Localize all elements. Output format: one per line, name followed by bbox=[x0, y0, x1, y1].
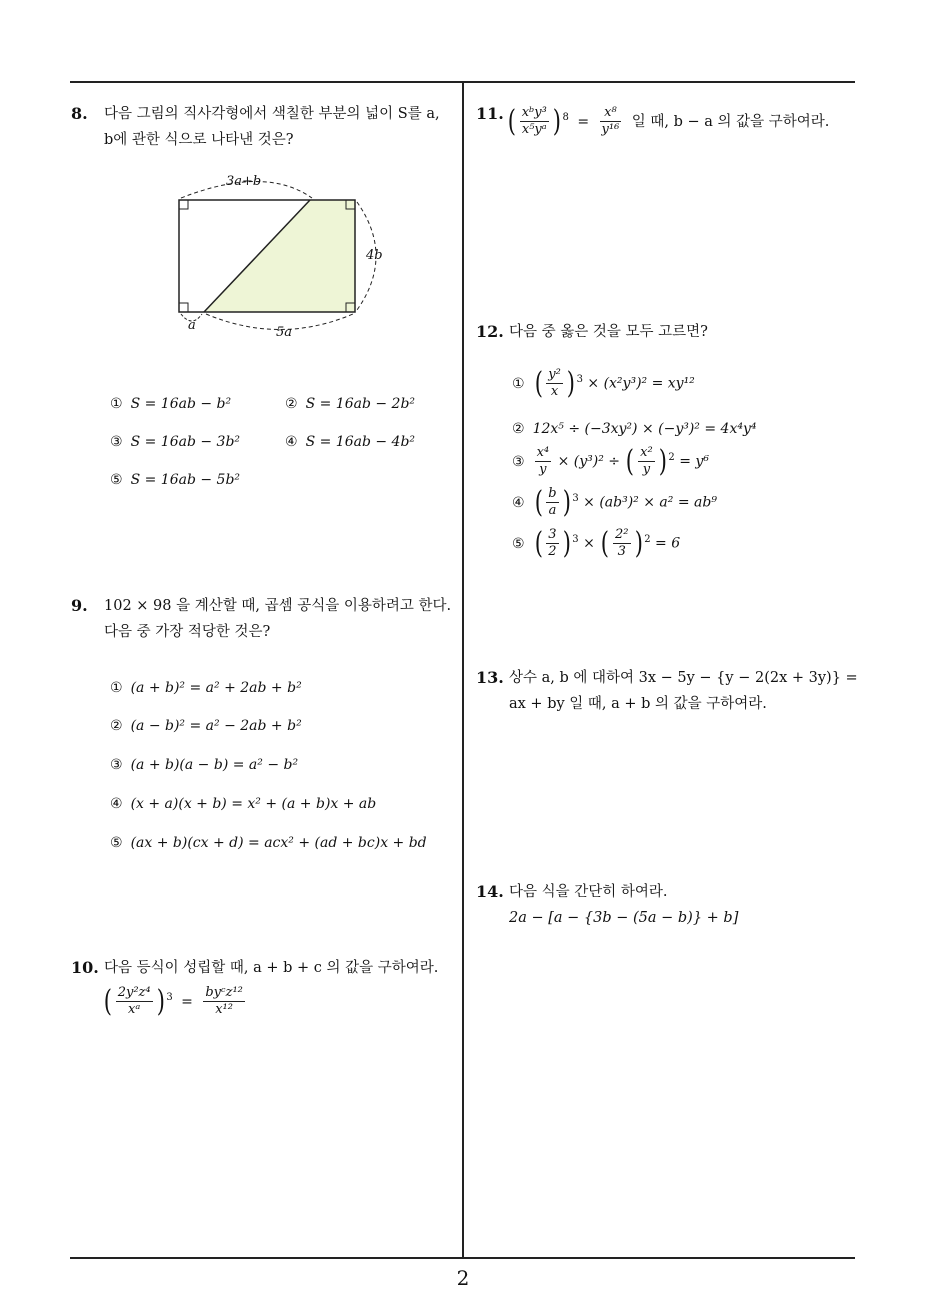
option-2[interactable]: ② (a − b)² = a² − 2ab + b² bbox=[110, 718, 302, 734]
question-text-line1: 다음 그림의 직사각형에서 색칠한 부분의 넓이 S를 a, bbox=[104, 106, 440, 122]
option-3[interactable]: ③ S = 16ab − 3b² bbox=[110, 434, 241, 450]
equation: ( $\frac{\text{2y²z⁴}}{\text{xᵃ}}$ ) $^3$ = $\frac{\text{byᶜz¹²}}{\text{x¹²}}$ bbox=[103, 984, 243, 1019]
right-angle-mark bbox=[346, 303, 355, 312]
option-2[interactable]: ② S = 16ab − 2b² bbox=[285, 396, 416, 412]
question-number: 8. bbox=[71, 104, 88, 123]
question-text-line1: 다음 식을 간단히 하여라. bbox=[509, 884, 668, 900]
rectangle bbox=[179, 200, 355, 312]
option-3[interactable]: ③ $\frac{\text{x⁴}}{y}$ × (y³)² ÷ ( $\frac{\text{x²}}{y}$ ) $^2$ = y⁶ bbox=[512, 444, 709, 479]
question-number: 10. bbox=[71, 958, 99, 977]
right-angle-mark bbox=[179, 303, 188, 312]
question-number: 12. bbox=[476, 322, 504, 341]
question-number: 14. bbox=[476, 882, 504, 901]
option-2[interactable]: ② 12x⁵ ÷ (−3xy²) × (−y³)² = 4x⁴y⁴ bbox=[512, 421, 757, 437]
question-text-line2: ax + by 일 때, a + b 의 값을 구하여라. bbox=[509, 696, 767, 712]
equation: ( $\frac{\text{xᵇy³}}{\text{x⁵yᵃ}}$ ) $^8$ = $\frac{\text{x⁸}}{\text{y¹⁶}}$ 일 때, b − a 의 값을 구하여라. bbox=[507, 104, 830, 139]
right-angle-mark bbox=[346, 200, 355, 209]
expression: 2a − [a − {3b − (5a − b)} + b] bbox=[509, 910, 739, 926]
question-text-line2: b에 관한 식으로 나타낸 것은? bbox=[104, 132, 294, 148]
option-1[interactable]: ① S = 16ab − b² bbox=[110, 396, 232, 412]
question-text-line2: 다음 중 가장 적당한 것은? bbox=[104, 624, 271, 640]
option-5[interactable]: ⑤ ( $\frac{3}{2}$ ) $^3$ × ( $\frac{\text{2²}}{3}$ ) $^2$ = 6 bbox=[512, 526, 681, 561]
right-angle-mark bbox=[179, 200, 188, 209]
option-4[interactable]: ④ (x + a)(x + b) = x² + (a + b)x + ab bbox=[110, 796, 377, 812]
figure-label-top: 3a+b bbox=[226, 174, 262, 189]
option-1[interactable]: ① (a + b)² = a² + 2ab + b² bbox=[110, 680, 302, 696]
question-text-line1: 다음 등식이 성립할 때, a + b + c 의 값을 구하여라. bbox=[104, 960, 439, 976]
question-text-line1: 상수 a, b 에 대하여 3x − 5y − {y − 2(2x + 3y)} = bbox=[509, 670, 858, 686]
figure-label-a: a bbox=[188, 318, 196, 333]
option-5[interactable]: ⑤ (ax + b)(cx + d) = acx² + (ad + bc)x + bd bbox=[110, 835, 427, 851]
question-number: 11. bbox=[476, 104, 504, 123]
question-text-line1: 다음 중 옳은 것을 모두 고르면? bbox=[509, 324, 708, 340]
figure-label-right: 4b bbox=[366, 248, 383, 263]
shaded-region bbox=[204, 200, 355, 312]
option-4[interactable]: ④ ( $\frac{b}{a}$ ) $^3$ × (ab³)² × a² = ab⁹ bbox=[512, 485, 717, 520]
figure-label-bottom: 5a bbox=[276, 325, 293, 340]
question-number: 13. bbox=[476, 668, 504, 687]
option-5[interactable]: ⑤ S = 16ab − 5b² bbox=[110, 472, 241, 488]
question-number: 9. bbox=[71, 596, 88, 615]
page-number: 2 bbox=[456, 1266, 470, 1290]
question-text-line1: 102 × 98 을 계산할 때, 곱셈 공식을 이용하려고 한다. bbox=[104, 598, 452, 614]
diagonal-line bbox=[204, 200, 310, 312]
option-3[interactable]: ③ (a + b)(a − b) = a² − b² bbox=[110, 757, 299, 773]
column-divider bbox=[462, 81, 464, 1258]
option-4[interactable]: ④ S = 16ab − 4b² bbox=[285, 434, 416, 450]
option-1[interactable]: ① ( $\frac{\text{y²}}{x}$ ) $^3$ × (x²y³)² = xy¹² bbox=[512, 366, 695, 401]
